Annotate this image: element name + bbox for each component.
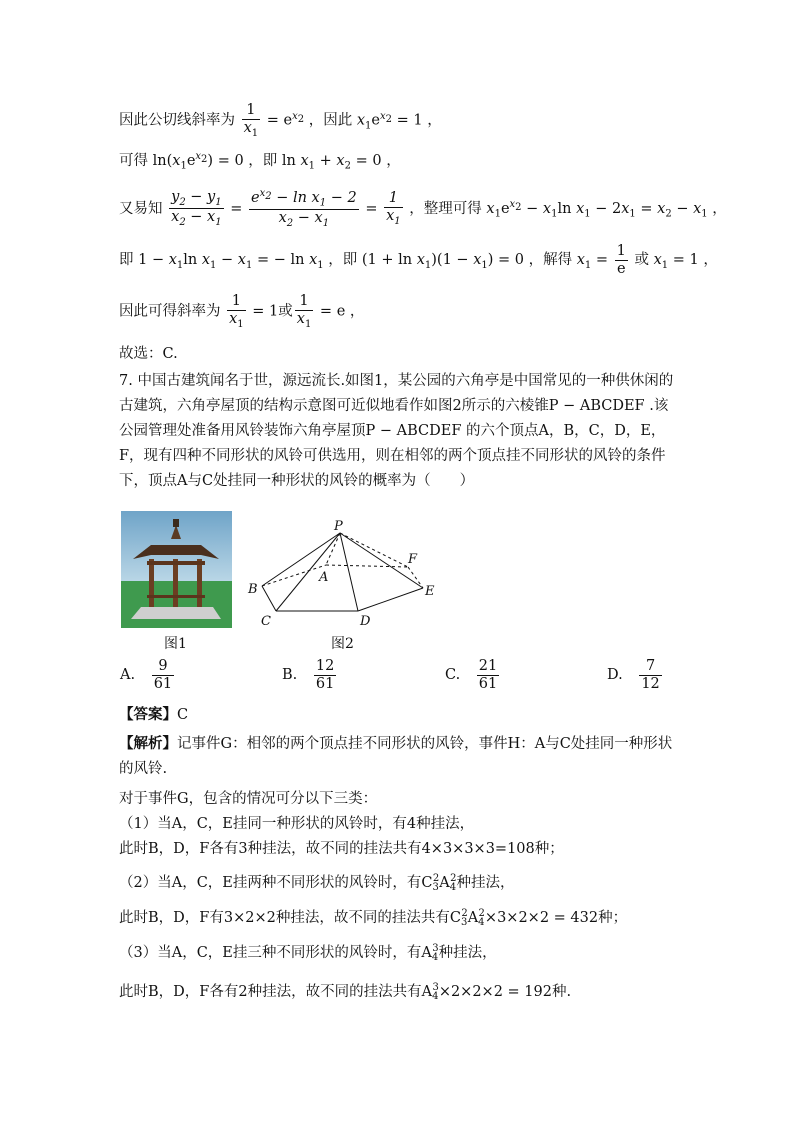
numerator: 9 [152,658,174,676]
fraction [639,658,661,692]
analysis-case-1b: 此时B，D，F各有3种挂法，故不同的挂法共有4×3×3×3=108种； [119,841,564,857]
answer-value: C [177,707,189,723]
fraction [477,658,499,692]
edge-PF [340,533,408,567]
text: 或 [278,303,293,320]
option-c [445,658,501,692]
text: ，解得 [528,252,573,269]
text: 种挂法， [456,874,515,891]
option-d [607,658,664,692]
edge-FE [408,567,423,588]
analysis-case-2b: 此时B，D，F有3×2×2种挂法，故不同的挂法共有$C_3^2A_4^2\times 3\times 2\times 2 = 432$种； [119,908,628,928]
denominator: 12 [641,675,660,692]
fraction: $\frac{e^{x_2} - \ln x_1 - 2}{x_2 - x_1}$ [251,188,357,230]
fraction: $\frac{1}{x_1}$ [229,293,244,330]
analysis-cases-intro: 对于事件G，包含的情况可分以下三类： [119,791,378,807]
text: 此时B，D，F各有2种挂法，故不同的挂法共有 [119,983,422,1000]
denominator: 61 [153,675,173,692]
analysis-case-1a: （1）当A，C，E挂同一种形状的风铃时，有4种挂法， [119,816,475,832]
solution-line-5: 因此可得斜率为 $\frac{1}{x_1}$ = 1或 $\frac{1}{x_1}$ = e ， [119,293,365,330]
analysis-case-3a: （3）当A，C，E挂三种不同形状的风铃时，有$A_4^3$种挂法， [119,943,497,963]
pillar [149,559,154,607]
text: ，即 [328,252,358,269]
analysis-text: 记事件G：相邻的两个顶点挂不同形状的风铃，事件H：A与C处挂同一种形状的风铃. [119,736,673,777]
fraction [314,658,336,692]
rail [147,595,205,598]
figure-2-caption: 图2 [331,636,354,652]
figure-1-caption: 图1 [164,636,187,652]
text: 此时B，D，F有3×2×2种挂法，故不同的挂法共有 [119,909,450,926]
answer-line [119,706,188,724]
vertex-B: B [248,582,258,597]
numerator: 12 [315,658,335,674]
fraction: $\frac{1}{x_1}$ [296,293,312,330]
text: （3）当A，C，E挂三种不同形状的风铃时，有 [119,944,422,961]
option-label: C. [445,667,461,684]
fraction [152,658,174,692]
option-b [282,658,338,692]
platform [131,607,221,619]
vertex-D: D [360,614,371,629]
vertex-F: F [408,552,418,567]
option-a [120,658,176,692]
analysis-case-2a: （2）当A，C，E挂两种不同形状的风铃时，有$C_3^2A_4^2$种挂法， [119,873,515,893]
text: 因此可得斜率为 [119,303,221,320]
text: ， [349,303,365,320]
solution-line-3: 又易知 $\frac{y_2 - y_1}{x_2 - x_1}$ = $\frac{e^{x_2} - \ln x_1 - 2}{x_2 - x_1}$ = $\frac{1}{x_1}$ ，整理可得 $x_1e^{x_2} - x_1\ln$ $x_1 - 2x_1 = x_2 - x_1$ ， [119,188,727,230]
edge-BA [262,565,329,586]
vertex-C: C [261,614,271,629]
pillar [173,559,178,607]
numerator: 7 [639,658,661,676]
text: ×2×2×2 = 192种. [438,983,572,1000]
pillar [197,559,202,607]
text: ， [703,252,718,269]
option-label: B. [282,667,298,684]
text: 即 [119,252,134,269]
text: ， [427,112,442,129]
text: ，即 [248,152,278,169]
vertex-E: E [425,584,435,599]
text: ×3×2×2 = 432种； [484,909,628,926]
denominator: 61 [315,675,335,692]
finial [173,519,179,527]
hexagonal-pyramid-diagram [240,515,440,630]
vertex-P: P [334,519,343,534]
text: ， [712,200,727,217]
text: ，因此 [308,112,353,129]
edge-PD [340,533,358,611]
analysis-case-3b: 此时B，D，F各有2种挂法，故不同的挂法共有$A_4^3\times 2\times 2\times 2 = 192$种. [119,982,572,1002]
analysis-intro [119,731,677,782]
pavilion-photo [121,511,232,628]
vertex-A: A [319,570,329,585]
text: 又易知 [119,200,163,217]
text: （2）当A，C，E挂两种不同形状的风铃时，有 [119,874,422,891]
fraction: $\frac{1}{x_1}$ [243,102,259,139]
edge-BC [262,586,276,611]
solution-line-6: 故选：C. [119,346,178,362]
text: 种挂法， [438,944,497,961]
edge-PC [276,533,340,611]
fraction: $\frac{1}{e}$ [616,243,626,277]
numerator: 21 [478,658,498,674]
answer-tag: 【答案】 [119,706,177,723]
question-text: 中国古建筑闻名于世，源远流长.如图1，某公园的六角亭是中国常见的一种供休闲的古建筑，六角亭屋顶的结构示意图可近似地看作如图2所示的六棱锥P − ABCDEF .该公园管理处准备用风铃装饰六角亭屋顶P − ABCDEF 的六个顶点A，B，C，D，E，F，现有四种不同形状的风铃可供选用，则在相邻的两个顶点挂不同形状的风铃的条件下，顶点A与C处挂同一种形状的风铃的概率为（ ） [119,373,674,489]
solution-line-2: 可得 $\ln(x_1e^{x_2}) = 0$ ，即 $\ln x_1 + x_2 = 0$ ， [119,151,401,172]
option-label: A. [120,667,136,684]
option-label: D. [607,667,623,684]
fraction: $\frac{1}{x_1}$ [386,190,401,227]
solution-line-1: 因此公切线斜率为 $\frac{1}{x_1}$ = $e^{x_2}$ ，因此 $x_1e^{x_2} = 1$ ， [119,102,442,139]
edge-AF [326,565,408,567]
beam [147,561,205,565]
solution-line-4: 即 $1 - x_1\ln$ $x_1 - x_1$ = − $\ln x_1$ ，即 $(1 + \ln x_1)(1 - x_1) = 0$ ，解得 $x_1$ = $\frac{1}{e}$ 或 $x_1 = 1$ ， [119,243,718,277]
fraction: $\frac{y_2 - y_1}{x_2 - x_1}$ [171,188,222,229]
question-number: 7. [119,373,133,389]
text: 因此公切线斜率为 [119,112,235,129]
denominator: 61 [478,675,498,692]
text: 可得 [119,152,148,169]
text: ，整理可得 [409,200,482,217]
question-7 [119,369,677,494]
text: ， [386,152,401,169]
edge-DE [358,588,423,611]
analysis-tag: 【解析】 [119,735,177,752]
